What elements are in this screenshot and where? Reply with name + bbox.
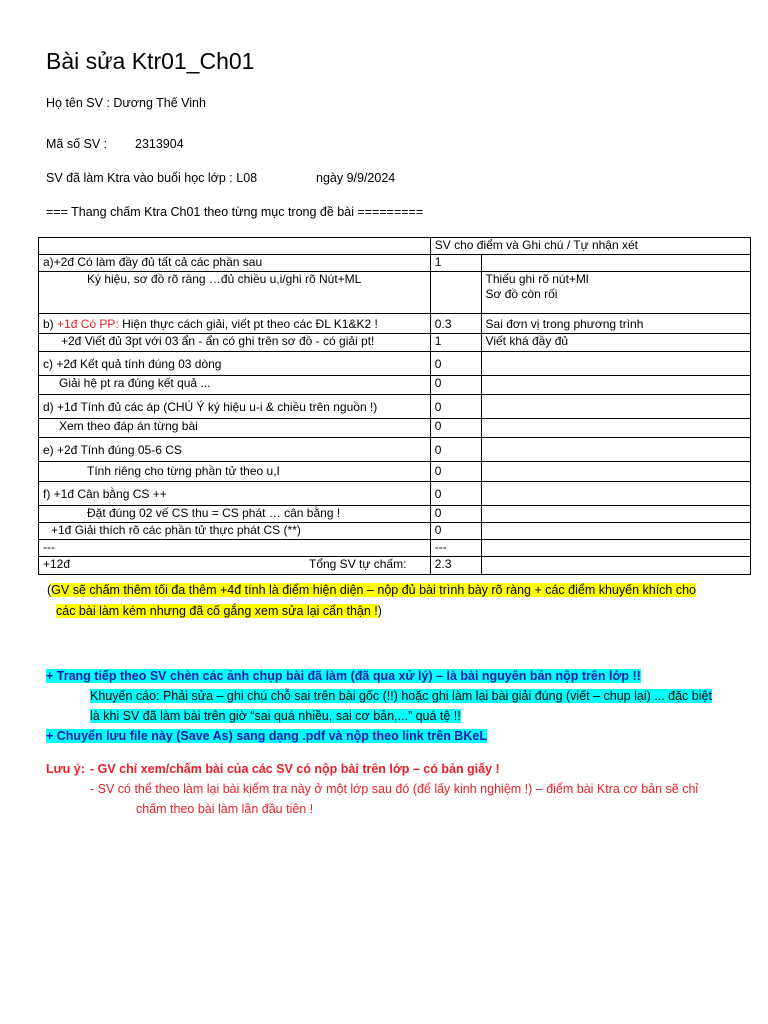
note-cell (481, 523, 750, 540)
criterion-label: d) +1đ Tính đủ các áp (CHÚ Ý ký hiệu u-i & chiều trên nguồn !) (39, 395, 431, 419)
score-cell: 0 (430, 395, 481, 419)
score-cell: 0 (430, 506, 481, 523)
criterion-label: +1đ Giải thích rõ các phần tử thực phát CS (**) (39, 523, 431, 540)
total-max-points: +12đ (43, 557, 71, 571)
table-row (39, 255, 751, 272)
document-title: Bài sửa Ktr01_Ch01 (46, 48, 255, 74)
total-label-cell (39, 557, 431, 575)
note-item-2: - SV có thể theo làm lại bài kiểm tra này ở một lớp sau đó (để lấy kinh nghiệm !) – điểm bài Ktra cơ bản sẽ chỉ (90, 782, 699, 796)
score-cell: 0 (430, 352, 481, 376)
criterion-label (39, 314, 431, 334)
table-row (39, 395, 751, 419)
table-header-score-notes: SV cho điểm và Ghi chú / Tự nhận xét (430, 238, 750, 255)
session-date: ngày 9/9/2024 (316, 171, 396, 185)
table-row (39, 334, 751, 352)
criterion-label: Ký hiệu, sơ đồ rõ ràng …đủ chiều u,i/ghi rõ Nút+ML (39, 272, 431, 314)
note-cell: Viết khá đầy đủ (481, 334, 750, 352)
student-name-line: Họ tên SV : Dương Thế Vinh (46, 96, 206, 110)
table-row (39, 352, 751, 376)
note-cell (481, 557, 750, 575)
score-cell: 0 (430, 482, 481, 506)
instruction-highlight-1: + Trang tiếp theo SV chèn các ảnh chụp bài đã làm (đã qua xử lý) – là bài nguyên bản nộp trên lớp !! (46, 669, 641, 683)
criterion-highlight-red: +1đ Có PP: (57, 317, 119, 331)
note-line: Sơ đồ còn rối (485, 287, 558, 301)
total-self-score-label: Tổng SV tự chấm: (309, 557, 407, 571)
score-cell: 0 (430, 376, 481, 395)
gv-note-highlight-2: các bài làm kém nhưng đã cố gắng xem sửa lại cẩn thận ! (56, 604, 378, 618)
session-line: SV đã làm Ktra vào buổi học lớp : L08 (46, 171, 258, 185)
score-cell: 1 (430, 255, 481, 272)
criterion-rest: Hiện thực cách giải, viết pt theo các ĐL K1&K2 ! (118, 317, 378, 331)
criterion-label: a)+2đ Có làm đầy đủ tất cả các phần sau (39, 255, 431, 272)
note-cell (481, 395, 750, 419)
note-cell (481, 506, 750, 523)
table-row (39, 376, 751, 395)
advice-highlight-1: Khuyến cáo: Phải sửa – ghi chú chỗ sai trên bài gốc (!!) hoặc ghi làm lại bài giải đúng (viết – chụp lại) ... đặc biệt (90, 689, 712, 703)
score-cell: 0 (430, 523, 481, 540)
grading-scheme-line: === Thang chấm Ktra Ch01 theo từng mục trong đề bài ========= (46, 205, 424, 219)
criterion-label: Giải hệ pt ra đúng kết quả ... (39, 376, 431, 395)
note-cell: Sai đơn vị trong phương trình (481, 314, 750, 334)
note-cell (481, 482, 750, 506)
note-line: Thiếu ghi rõ nút+Ml (485, 272, 589, 286)
table-row (39, 272, 751, 314)
note-cell (481, 540, 750, 557)
advice-highlight-2: là khi SV đã làm bài trên giờ “sai quá nhiều, sai cơ bản,...” quá tệ !! (90, 709, 461, 723)
score-cell: 0 (430, 462, 481, 482)
instruction-highlight-2: + Chuyển lưu file này (Save As) sang dạng .pdf và nộp theo link trên BKeL (46, 729, 487, 743)
advice-line2 (90, 709, 461, 723)
table-row (39, 419, 751, 438)
table-row (39, 462, 751, 482)
note-cell (481, 272, 750, 314)
criterion-label: Xem theo đáp án từng bài (39, 419, 431, 438)
grading-table (38, 237, 751, 575)
gv-note-close-paren: ) (377, 604, 382, 618)
score-cell: 1 (430, 334, 481, 352)
criterion-label: e) +2đ Tính đúng 05-6 CS (39, 438, 431, 462)
note-cell (481, 438, 750, 462)
gv-note-line2 (56, 604, 382, 618)
table-row (39, 506, 751, 523)
table-total-row (39, 557, 751, 575)
student-id-value: 2313904 (135, 137, 184, 151)
score-cell (430, 272, 481, 314)
criterion-label: +2đ Viết đủ 3pt với 03 ẩn - ẩn có ghi trên sơ đồ - có giải pt! (39, 334, 431, 352)
note-cell (481, 376, 750, 395)
note-item-2-cont: chấm theo bài làm lần đầu tiên ! (136, 802, 314, 816)
note-label: Lưu ý: (46, 762, 85, 776)
instruction-line2 (46, 729, 487, 743)
criterion-label: Tính riêng cho từng phần tử theo u,I (39, 462, 431, 482)
instruction-line1 (46, 669, 641, 683)
table-header-row (39, 238, 751, 255)
note-cell (481, 352, 750, 376)
criterion-label: --- (39, 540, 431, 557)
criterion-prefix: b) (43, 317, 58, 331)
criterion-label: f) +1đ Cân bằng CS ++ (39, 482, 431, 506)
gv-note-highlight-1: GV sẽ chấm thêm tối đa thêm +4đ tính là điểm hiện diện – nộp đủ bài trình bày rõ ràng + các điểm khuyến khích cho (51, 583, 696, 597)
gv-note-line1 (47, 583, 696, 597)
gv-note-open-paren: ( (47, 583, 52, 597)
criterion-label: Đặt đúng 02 vế CS thu = CS phát … cân bằng ! (39, 506, 431, 523)
table-row (39, 523, 751, 540)
table-row (39, 540, 751, 557)
table-row (39, 482, 751, 506)
table-row (39, 314, 751, 334)
table-cell (39, 238, 431, 255)
table-row (39, 438, 751, 462)
note-item-1: - GV chỉ xem/chấm bài của các SV có nộp bài trên lớp – có bản giấy ! (90, 762, 500, 776)
score-cell: 0.3 (430, 314, 481, 334)
student-id-label: Mã số SV : (46, 137, 108, 151)
advice-line1 (90, 689, 712, 703)
note-cell (481, 419, 750, 438)
note-cell (481, 255, 750, 272)
score-cell: --- (430, 540, 481, 557)
score-cell: 0 (430, 438, 481, 462)
note-cell (481, 462, 750, 482)
total-score-cell: 2.3 (430, 557, 481, 575)
criterion-label: c) +2đ Kết quả tính đúng 03 dòng (39, 352, 431, 376)
score-cell: 0 (430, 419, 481, 438)
